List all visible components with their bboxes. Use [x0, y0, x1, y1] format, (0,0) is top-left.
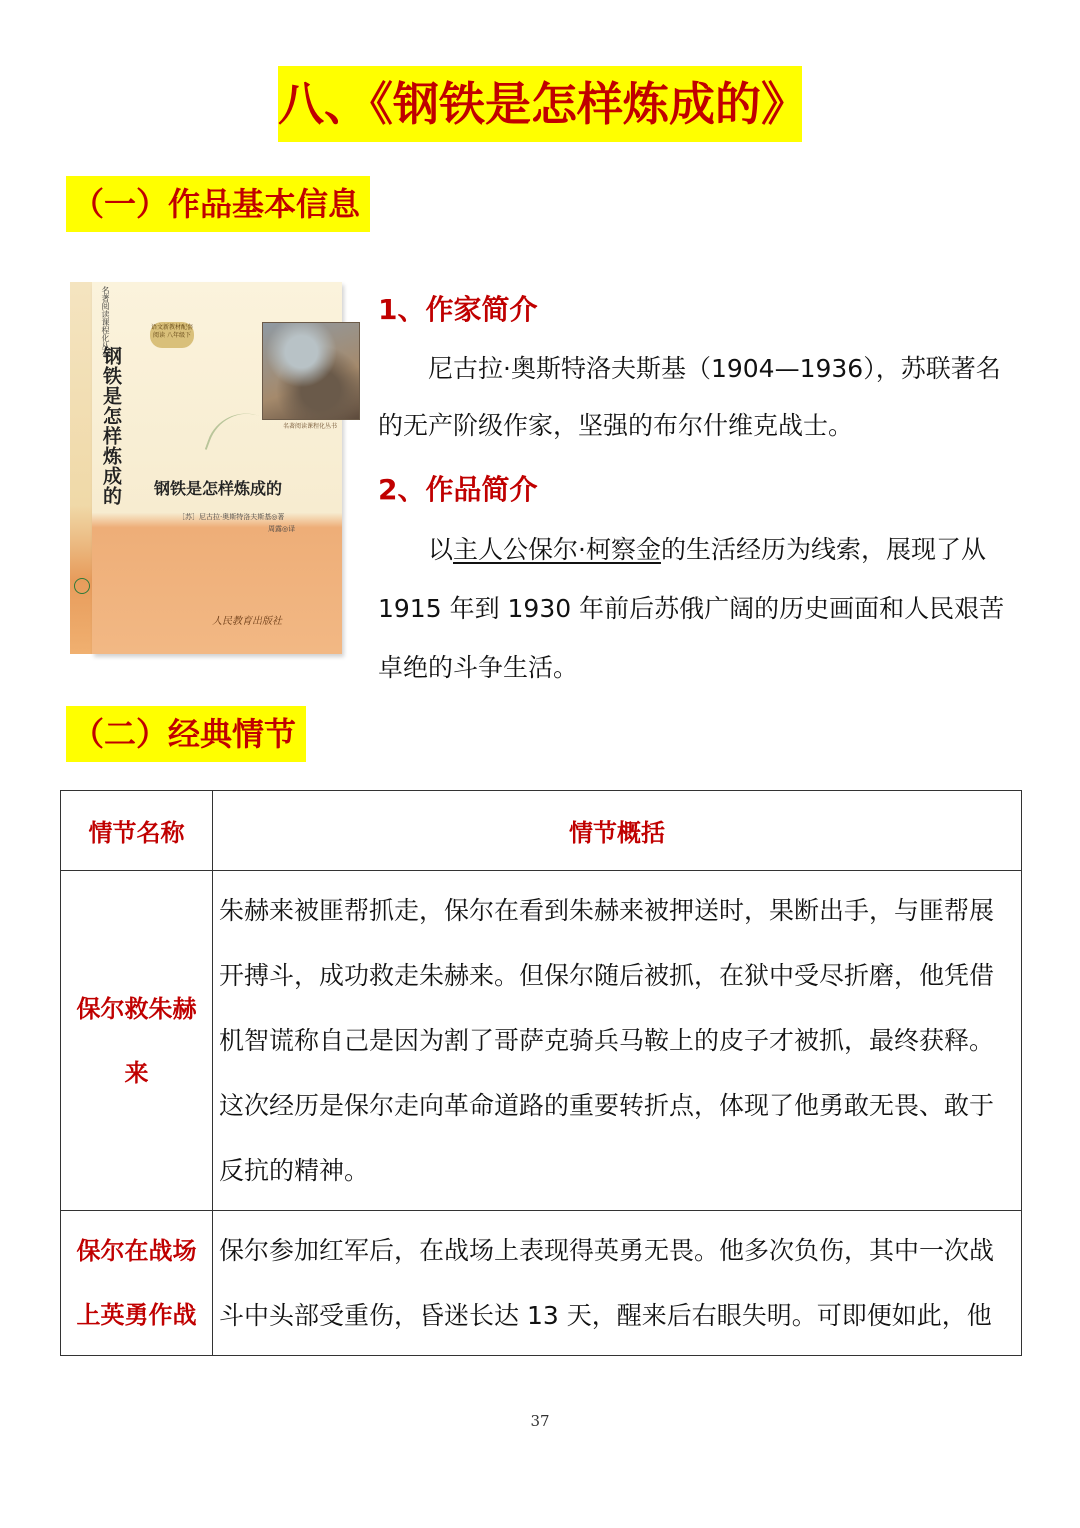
table-row	[61, 1211, 1022, 1356]
table-header-cell: 情节概括	[213, 791, 1022, 871]
table-header-cell: 情节名称	[61, 791, 213, 871]
book-badge: 语文新教材配套阅读 八年级下	[150, 322, 194, 348]
plot-summary-cell: 朱赫来被匪帮抓走，保尔在看到朱赫来被押送时，果断出手，与匪帮展开搏斗，成功救走朱赫来。但保尔随后被抓，在狱中受尽折磨，他凭借机智谎称自己是因为割了哥萨克骑兵马鞍上的皮子才被抓，最终获释。这次经历是保尔走向革命道路的重要转折点，体现了他勇敢无畏、敢于反抗的精神。	[213, 871, 1022, 1211]
book-cover-painting	[262, 322, 360, 420]
publisher-logo-icon	[74, 578, 90, 594]
work-heading: 2、作品简介	[378, 473, 538, 506]
protagonist-underlined: 主人公保尔·柯察金	[453, 535, 661, 564]
table-row	[61, 871, 1022, 1211]
book-cover-image	[70, 282, 342, 654]
plot-name-cell: 保尔在战场上英勇作战	[61, 1211, 213, 1356]
plot-table	[60, 790, 1022, 1356]
book-vertical-title: 钢铁是怎样炼成的	[100, 346, 122, 506]
book-face	[92, 282, 342, 654]
book-translator: 周露◎译	[268, 525, 296, 533]
book-series-label: 名著阅读课程化丛书	[101, 286, 110, 358]
plot-summary-cell: 保尔参加红军后，在战场上表现得英勇无畏。他多次负伤，其中一次战斗中头部受重伤，昏迷长达 13 天，醒来后右眼失明。可即便如此，他	[213, 1211, 1022, 1356]
book-cover-title: 钢铁是怎样炼成的	[154, 479, 283, 498]
book-spine	[70, 282, 93, 654]
author-intro-text: 尼古拉·奥斯特洛夫斯基（1904—1936），苏联著名的无产阶级作家，坚强的布尔什维克战士。	[378, 354, 1001, 440]
book-painting-caption: 名著阅读课程化丛书	[282, 423, 337, 430]
work-text-after: 的生活经历为线索，展现了从 1915 年到 1930 年前后苏俄广阔的历史画面和人民艰苦卓绝的斗争生活。	[378, 535, 1005, 682]
section-heading-classic-plots: （二）经典情节	[66, 706, 306, 762]
plot-name-cell: 保尔救朱赫来	[61, 871, 213, 1211]
feather-decoration-icon	[205, 402, 262, 463]
work-text-before: 以	[428, 535, 454, 564]
author-heading: 1、作家简介	[378, 293, 538, 326]
book-publisher: 人民教育出版社	[212, 616, 282, 627]
main-title: 八、《钢铁是怎样炼成的》	[278, 66, 802, 142]
book-author: ［苏］尼古拉·奥斯特洛夫斯基◎著	[178, 513, 285, 521]
work-intro-text	[378, 520, 1018, 697]
section-heading-basic-info: （一）作品基本信息	[66, 176, 370, 232]
table-header-row	[61, 791, 1022, 871]
page-number: 37	[530, 1412, 550, 1430]
